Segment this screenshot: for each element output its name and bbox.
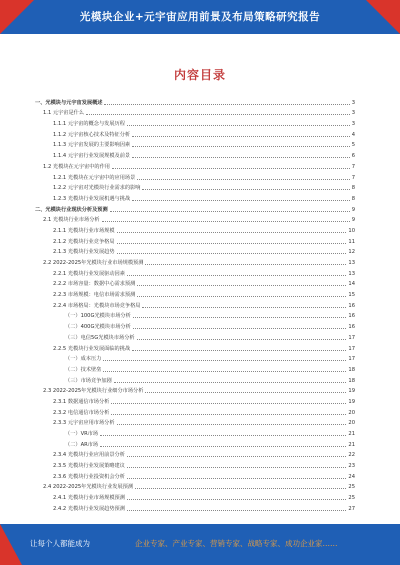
toc-leader-dots bbox=[102, 220, 350, 222]
toc-entry-label: 2.2.3 市场规模：电信市场需求预测 bbox=[53, 292, 136, 299]
toc-entry[interactable] bbox=[35, 458, 355, 469]
toc-entry[interactable] bbox=[35, 213, 355, 224]
toc-entry[interactable] bbox=[35, 490, 355, 501]
toc-entry[interactable] bbox=[35, 255, 355, 266]
page-header bbox=[0, 0, 400, 34]
toc-entry-label: 2.3.1 数据通信市场分析 bbox=[53, 398, 110, 405]
toc-leader-dots bbox=[117, 242, 347, 244]
toc-entry-label: 1.2.3 光模块行业发展机遇与挑战 bbox=[53, 195, 131, 202]
toc-entry[interactable] bbox=[35, 234, 355, 245]
toc-page-number: 7 bbox=[351, 163, 355, 170]
toc-entry[interactable] bbox=[35, 341, 355, 352]
toc-leader-dots bbox=[127, 455, 346, 457]
toc-entry[interactable] bbox=[35, 405, 355, 416]
toc-entry[interactable] bbox=[35, 202, 355, 213]
toc-entry-label: 2.1.1 光模块行业市场规模 bbox=[53, 227, 115, 234]
toc-page-number: 17 bbox=[348, 345, 355, 352]
toc-leader-dots bbox=[145, 391, 346, 393]
toc-entry-label: 2.2 2022-2025年光模块行业市场规模预测 bbox=[43, 260, 144, 266]
toc-leader-dots bbox=[142, 306, 346, 308]
toc-page-number: 18 bbox=[348, 366, 355, 373]
toc-entry[interactable] bbox=[35, 384, 355, 395]
toc-entry-label: 2.1.3 光模块行业发展趋势 bbox=[53, 249, 115, 256]
toc-entry[interactable] bbox=[35, 245, 355, 256]
toc-entry-label: 1.1.2 元宇宙核心技术及特征分析 bbox=[53, 131, 131, 138]
toc-leader-dots bbox=[127, 274, 346, 276]
toc-leader-dots bbox=[133, 327, 347, 329]
toc-entry-label: 2.2.5 光模块行业发展面临的挑战 bbox=[53, 345, 131, 352]
toc-entry-label: （二）技术壁垒 bbox=[65, 366, 102, 373]
toc-entry[interactable] bbox=[35, 191, 355, 202]
toc-leader-dots bbox=[137, 295, 346, 297]
toc-entry[interactable] bbox=[35, 170, 355, 181]
toc-leader-dots bbox=[117, 252, 347, 254]
toc-entry-label: （一）100G光模块市场分析 bbox=[65, 313, 131, 320]
toc-page-number: 17 bbox=[348, 334, 355, 341]
toc-page-number: 7 bbox=[351, 174, 355, 181]
toc-page-number: 20 bbox=[348, 420, 355, 427]
toc-entry-label: 2.3.3 元宇宙应用市场分析 bbox=[53, 420, 115, 427]
toc-entry[interactable] bbox=[35, 480, 355, 491]
toc-leader-dots bbox=[132, 349, 346, 351]
toc-entry-label: 2.2.4 市场格局：光模块市场竞争格局 bbox=[53, 302, 141, 309]
toc-entry[interactable] bbox=[35, 501, 355, 512]
toc-page-number: 11 bbox=[348, 238, 355, 245]
toc-page-number: 9 bbox=[351, 206, 355, 213]
toc-entry[interactable] bbox=[35, 127, 355, 138]
toc-entry[interactable] bbox=[35, 223, 355, 234]
toc-entry[interactable] bbox=[35, 319, 355, 330]
toc-entry-label: （二）400G光模块市场分析 bbox=[65, 324, 131, 331]
page-footer bbox=[0, 524, 400, 565]
toc-page-number: 19 bbox=[348, 388, 355, 395]
toc-page-number: 5 bbox=[351, 142, 355, 149]
toc-leader-dots bbox=[127, 124, 350, 126]
toc-leader-dots bbox=[110, 210, 350, 212]
toc-entry[interactable] bbox=[35, 181, 355, 192]
toc-leader-dots bbox=[132, 156, 350, 158]
toc-leader-dots bbox=[137, 284, 346, 286]
report-title: 光模块企业+元宇宙应用前景及布局策略研究报告 bbox=[79, 11, 321, 23]
toc-leader-dots bbox=[133, 316, 347, 318]
footer-tagline: 企业专家、产业专家、营销专家、战略专家、成功企业家…… bbox=[135, 539, 338, 548]
toc-entry-label: 2.2.1 光模块行业发展驱动因素 bbox=[53, 270, 125, 277]
toc-entry[interactable] bbox=[35, 266, 355, 277]
toc-entry-label: 2.4.2 光模块行业发展趋势预测 bbox=[53, 505, 125, 512]
toc-page-number: 21 bbox=[348, 441, 355, 448]
toc-entry[interactable] bbox=[35, 437, 355, 448]
toc-page-number: 13 bbox=[348, 270, 355, 277]
toc-leader-dots bbox=[127, 477, 346, 479]
toc-entry[interactable] bbox=[35, 426, 355, 437]
toc-entry[interactable] bbox=[35, 469, 355, 480]
toc-page-number: 16 bbox=[348, 324, 355, 331]
toc-page-number: 14 bbox=[348, 281, 355, 288]
toc-entry[interactable] bbox=[35, 416, 355, 427]
toc-entry[interactable] bbox=[35, 277, 355, 288]
toc-leader-dots bbox=[103, 359, 346, 361]
toc-leader-dots bbox=[103, 370, 346, 372]
toc-heading: 内容目录 bbox=[173, 68, 226, 82]
toc-page-number: 17 bbox=[348, 356, 355, 363]
toc-leader-dots bbox=[137, 338, 347, 340]
toc-entry-label: 2.3.4 光模块行业应用前景分析 bbox=[53, 452, 125, 459]
toc-page-number: 22 bbox=[348, 452, 355, 459]
toc-page-number: 25 bbox=[348, 484, 355, 491]
toc-entry[interactable] bbox=[35, 448, 355, 459]
toc-leader-dots bbox=[127, 466, 346, 468]
toc-entry-label: 2.4 2022-2025年光模块行业发展预测 bbox=[43, 484, 134, 491]
toc-leader-dots bbox=[100, 445, 346, 447]
toc-page-number: 12 bbox=[348, 249, 355, 256]
toc-entry-label: 1.1 元宇宙是什么 bbox=[43, 110, 85, 117]
toc-leader-dots bbox=[117, 231, 347, 233]
toc-entry-label: 2.3.2 电信通信市场分析 bbox=[53, 409, 110, 416]
toc-entry-label: 2.3.5 光模块行业发展策略建议 bbox=[53, 463, 125, 470]
toc-leader-dots bbox=[127, 498, 346, 500]
toc-leader-dots bbox=[127, 509, 346, 511]
toc-entry-label: 1.2.1 光模块在元宇宙中的应用场景 bbox=[53, 174, 136, 181]
toc-page-number: 13 bbox=[348, 260, 355, 266]
toc-entry-label: 2.2.2 市场容量：数据中心需求预测 bbox=[53, 281, 136, 288]
toc-entry-label: （三）市场竞争加剧 bbox=[65, 377, 112, 384]
toc-leader-dots bbox=[132, 145, 350, 147]
toc-leader-dots bbox=[117, 423, 347, 425]
toc-entry[interactable] bbox=[35, 148, 355, 159]
toc-page-number: 10 bbox=[348, 227, 355, 234]
toc-leader-dots bbox=[111, 413, 346, 415]
toc-page-number: 3 bbox=[351, 110, 355, 117]
toc-entry[interactable] bbox=[35, 330, 355, 341]
toc-page-number: 6 bbox=[351, 153, 355, 160]
toc-page-number: 3 bbox=[351, 121, 355, 128]
footer-slogan: 让每个人都能成为 bbox=[30, 539, 90, 548]
toc-entry-label: 二、光模块行业现状分析及预测 bbox=[35, 206, 108, 213]
toc-entry-label: 2.3.6 光模块行业投资机会分析 bbox=[53, 473, 125, 480]
toc-leader-dots bbox=[132, 199, 350, 201]
toc-entry-label: （三）电信5G光模块市场分析 bbox=[65, 334, 135, 341]
toc-entry[interactable] bbox=[35, 138, 355, 149]
toc-page-number: 21 bbox=[348, 431, 355, 437]
toc-entry[interactable] bbox=[35, 373, 355, 384]
toc-entry-label: 1.1.3 元宇宙发展的主要影响因素 bbox=[53, 142, 131, 149]
toc-entry[interactable] bbox=[35, 362, 355, 373]
toc-entry-label: 2.3 2022-2025年光模块行业细分市场分析 bbox=[43, 388, 144, 395]
toc-leader-dots bbox=[86, 113, 350, 115]
toc-page-number: 4 bbox=[351, 131, 355, 138]
toc-entry-label: （一）成本压力 bbox=[65, 356, 102, 363]
toc-leader-dots bbox=[114, 381, 347, 383]
toc-page-number: 9 bbox=[351, 217, 355, 224]
toc-entry-label: 1.2.2 元宇宙对光模块行业需求的影响 bbox=[53, 185, 141, 192]
toc-leader-dots bbox=[111, 402, 346, 404]
toc-page-number: 23 bbox=[348, 463, 355, 470]
toc-page-number: 16 bbox=[348, 313, 355, 320]
toc-entry-label: 1.1.1 元宇宙的概念与发展历程 bbox=[53, 121, 125, 128]
toc-entry-label: 1.1.4 元宇宙行业发展规模及前景 bbox=[53, 153, 131, 160]
toc-leader-dots bbox=[135, 487, 346, 489]
toc-page-number: 20 bbox=[348, 409, 355, 416]
toc-entry-label: 一、光模块与元宇宙发展概述 bbox=[35, 99, 103, 106]
toc-entry[interactable] bbox=[35, 95, 355, 106]
toc-page-number: 24 bbox=[348, 473, 355, 480]
toc-entry[interactable] bbox=[35, 394, 355, 405]
toc-leader-dots bbox=[145, 263, 346, 265]
toc-entry-label: 2.1 光模块行业市场分析 bbox=[43, 217, 100, 224]
toc-entry[interactable] bbox=[35, 298, 355, 309]
toc-leader-dots bbox=[104, 103, 349, 105]
toc-entry[interactable] bbox=[35, 309, 355, 320]
toc-entry[interactable] bbox=[35, 106, 355, 117]
toc-entry-label: （一）VR市场 bbox=[65, 431, 99, 437]
toc-entry-label: 1.2 光模块在元宇宙中的作用 bbox=[43, 163, 110, 170]
toc-page-number: 8 bbox=[351, 195, 355, 202]
toc-entry-label: （二）AR市场 bbox=[65, 441, 99, 448]
toc-entry[interactable] bbox=[35, 287, 355, 298]
toc-page-number: 19 bbox=[348, 398, 355, 405]
toc-page-number: 8 bbox=[351, 185, 355, 192]
toc-leader-dots bbox=[100, 434, 346, 436]
toc-entry[interactable] bbox=[35, 116, 355, 127]
toc-leader-dots bbox=[142, 188, 349, 190]
table-of-contents bbox=[35, 95, 355, 512]
toc-page-number: 15 bbox=[348, 292, 355, 299]
toc-page-number: 25 bbox=[348, 495, 355, 502]
toc-leader-dots bbox=[132, 135, 350, 137]
toc-page-number: 18 bbox=[348, 377, 355, 384]
toc-entry[interactable] bbox=[35, 159, 355, 170]
footer-accent bbox=[0, 524, 22, 565]
toc-leader-dots bbox=[137, 178, 349, 180]
toc-page-number: 3 bbox=[351, 99, 355, 106]
toc-page-number: 16 bbox=[348, 302, 355, 309]
toc-leader-dots bbox=[112, 167, 350, 169]
toc-entry-label: 2.4.1 光模块行业市场规模预测 bbox=[53, 495, 125, 502]
toc-entry-label: 2.1.2 光模块行业竞争格局 bbox=[53, 238, 115, 245]
toc-entry[interactable] bbox=[35, 352, 355, 363]
toc-page-number: 27 bbox=[348, 505, 355, 512]
